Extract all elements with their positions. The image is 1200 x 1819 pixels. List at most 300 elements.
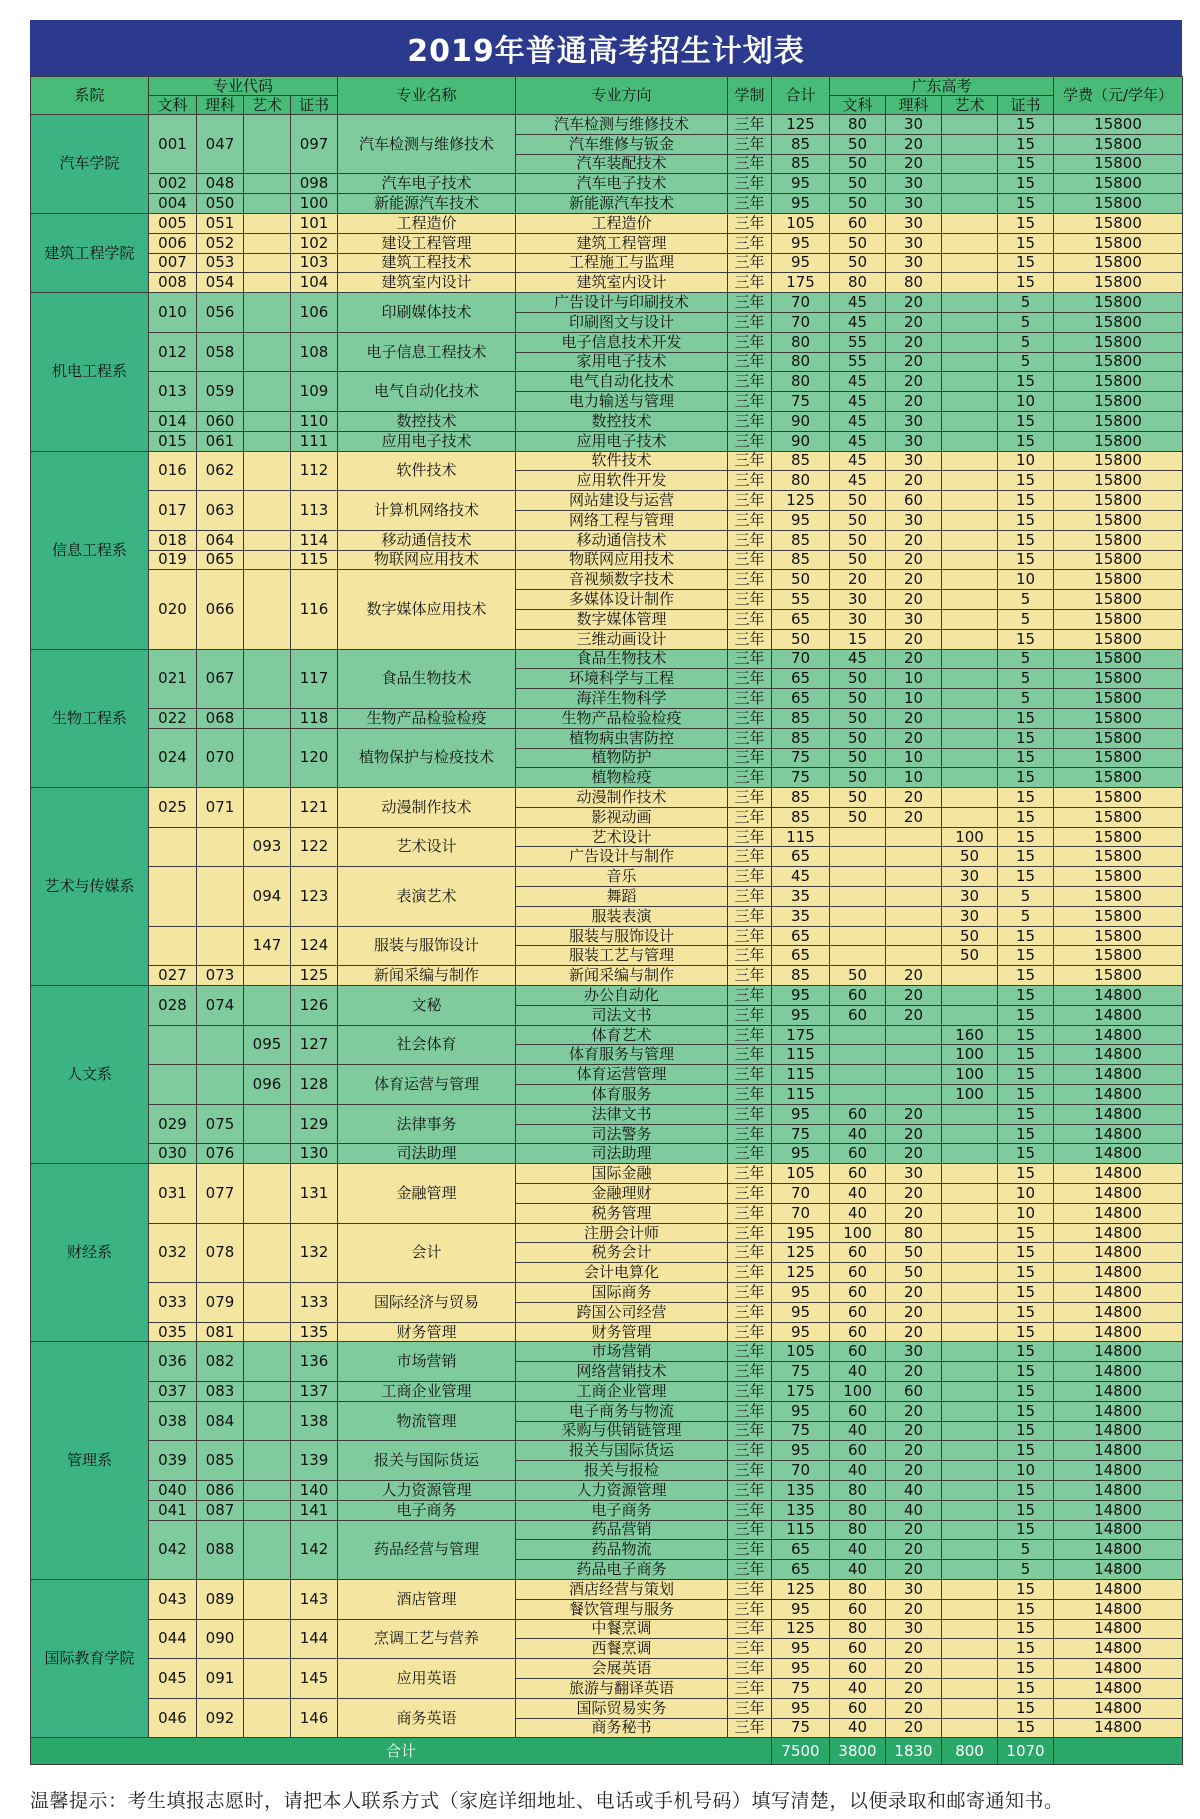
gd-cert-cell: 15 xyxy=(998,1144,1054,1164)
gd-wen-cell: 60 xyxy=(830,1104,886,1124)
direction-cell: 体育艺术 xyxy=(516,1025,728,1045)
gd-cert-cell: 15 xyxy=(998,273,1054,293)
total-cell: 95 xyxy=(772,1401,830,1421)
gd-li-cell: 20 xyxy=(886,1659,942,1679)
gd-cert-cell: 10 xyxy=(998,392,1054,412)
code-yi-cell xyxy=(244,1322,291,1342)
gd-yi-cell xyxy=(942,669,998,689)
gd-li-cell: 30 xyxy=(886,115,942,135)
gd-yi-cell: 100 xyxy=(942,1085,998,1105)
major-cell: 物联网应用技术 xyxy=(338,550,516,570)
col-header-gd-li: 理科 xyxy=(886,96,942,115)
direction-cell: 金融理财 xyxy=(516,1184,728,1204)
major-cell: 司法助理 xyxy=(338,1144,516,1164)
gd-wen-cell: 50 xyxy=(830,134,886,154)
years-cell: 三年 xyxy=(728,1144,772,1164)
gd-li-cell: 40 xyxy=(886,1500,942,1520)
gd-wen-cell: 40 xyxy=(830,1362,886,1382)
table-row xyxy=(31,411,1183,431)
major-cell: 工程造价 xyxy=(338,213,516,233)
totals-gd-cert: 1070 xyxy=(998,1738,1054,1765)
gd-cert-cell: 5 xyxy=(998,1560,1054,1580)
gd-wen-cell: 60 xyxy=(830,1639,886,1659)
table-row xyxy=(31,827,1183,847)
code-li-cell: 071 xyxy=(197,788,244,828)
direction-cell: 汽车电子技术 xyxy=(516,174,728,194)
table-row xyxy=(31,1223,1183,1243)
table-row xyxy=(31,194,1183,214)
code-li-cell: 064 xyxy=(197,530,244,550)
code-wen-cell: 040 xyxy=(149,1480,197,1500)
gd-cert-cell: 15 xyxy=(998,788,1054,808)
gd-li-cell: 20 xyxy=(886,1124,942,1144)
gd-cert-cell: 15 xyxy=(998,708,1054,728)
gd-wen-cell xyxy=(830,847,886,867)
code-cert-cell: 144 xyxy=(291,1619,338,1659)
col-header-code-yi: 艺术 xyxy=(244,96,291,115)
total-cell: 75 xyxy=(772,1124,830,1144)
table-row xyxy=(31,1065,1183,1085)
table-row xyxy=(31,550,1183,570)
total-cell: 95 xyxy=(772,1144,830,1164)
code-cert-cell: 137 xyxy=(291,1382,338,1402)
years-cell: 三年 xyxy=(728,115,772,135)
total-cell: 85 xyxy=(772,530,830,550)
major-cell: 生物产品检验检疫 xyxy=(338,708,516,728)
gd-wen-cell: 50 xyxy=(830,530,886,550)
years-cell: 三年 xyxy=(728,510,772,530)
code-li-cell: 077 xyxy=(197,1164,244,1223)
fee-cell: 15800 xyxy=(1054,966,1183,986)
gd-cert-cell: 5 xyxy=(998,590,1054,610)
gd-wen-cell: 40 xyxy=(830,1124,886,1144)
gd-wen-cell: 50 xyxy=(830,689,886,709)
total-cell: 115 xyxy=(772,1045,830,1065)
gd-cert-cell: 15 xyxy=(998,372,1054,392)
major-cell: 食品生物技术 xyxy=(338,649,516,708)
direction-cell: 市场营销 xyxy=(516,1342,728,1362)
years-cell: 三年 xyxy=(728,332,772,352)
code-yi-cell xyxy=(244,1382,291,1402)
gd-wen-cell: 45 xyxy=(830,411,886,431)
code-wen-cell: 027 xyxy=(149,966,197,986)
years-cell: 三年 xyxy=(728,609,772,629)
years-cell: 三年 xyxy=(728,748,772,768)
gd-li-cell: 20 xyxy=(886,629,942,649)
direction-cell: 法律文书 xyxy=(516,1104,728,1124)
gd-wen-cell: 40 xyxy=(830,1540,886,1560)
gd-yi-cell: 30 xyxy=(942,906,998,926)
table-row xyxy=(31,1104,1183,1124)
code-li-cell xyxy=(197,867,244,926)
years-cell: 三年 xyxy=(728,134,772,154)
direction-cell: 报关与报检 xyxy=(516,1461,728,1481)
gd-wen-cell: 50 xyxy=(830,233,886,253)
totals-gd-yi: 800 xyxy=(942,1738,998,1765)
years-cell: 三年 xyxy=(728,233,772,253)
gd-cert-cell: 15 xyxy=(998,194,1054,214)
code-li-cell: 068 xyxy=(197,708,244,728)
gd-li-cell: 20 xyxy=(886,1599,942,1619)
gd-yi-cell xyxy=(942,194,998,214)
code-wen-cell: 014 xyxy=(149,411,197,431)
code-wen-cell xyxy=(149,1025,197,1065)
total-cell: 175 xyxy=(772,273,830,293)
gd-yi-cell xyxy=(942,253,998,273)
gd-yi-cell xyxy=(942,1342,998,1362)
major-cell: 药品经营与管理 xyxy=(338,1520,516,1579)
code-li-cell: 048 xyxy=(197,174,244,194)
code-li-cell: 067 xyxy=(197,649,244,708)
years-cell: 三年 xyxy=(728,1243,772,1263)
gd-yi-cell xyxy=(942,1441,998,1461)
gd-wen-cell: 80 xyxy=(830,273,886,293)
gd-cert-cell: 15 xyxy=(998,174,1054,194)
gd-li-cell: 20 xyxy=(886,332,942,352)
gd-wen-cell xyxy=(830,946,886,966)
gd-li-cell: 20 xyxy=(886,1441,942,1461)
gd-yi-cell xyxy=(942,1619,998,1639)
gd-li-cell xyxy=(886,847,942,867)
direction-cell: 网络工程与管理 xyxy=(516,510,728,530)
code-yi-cell: 094 xyxy=(244,867,291,926)
total-cell: 70 xyxy=(772,1203,830,1223)
total-cell: 65 xyxy=(772,926,830,946)
code-wen-cell: 031 xyxy=(149,1164,197,1223)
major-cell: 数控技术 xyxy=(338,411,516,431)
code-cert-cell: 121 xyxy=(291,788,338,828)
gd-li-cell: 50 xyxy=(886,1263,942,1283)
gd-cert-cell: 15 xyxy=(998,253,1054,273)
gd-li-cell: 20 xyxy=(886,966,942,986)
gd-cert-cell: 10 xyxy=(998,451,1054,471)
gd-wen-cell: 60 xyxy=(830,1342,886,1362)
code-wen-cell: 039 xyxy=(149,1441,197,1481)
gd-li-cell: 20 xyxy=(886,649,942,669)
years-cell: 三年 xyxy=(728,1065,772,1085)
gd-li-cell xyxy=(886,887,942,907)
major-cell: 应用英语 xyxy=(338,1659,516,1699)
gd-li-cell: 80 xyxy=(886,1223,942,1243)
code-yi-cell xyxy=(244,1659,291,1699)
fee-cell: 14800 xyxy=(1054,1401,1183,1421)
gd-cert-cell: 15 xyxy=(998,213,1054,233)
code-yi-cell xyxy=(244,431,291,451)
code-yi-cell xyxy=(244,233,291,253)
major-cell: 新闻采编与制作 xyxy=(338,966,516,986)
table-row xyxy=(31,213,1183,233)
years-cell: 三年 xyxy=(728,1659,772,1679)
code-yi-cell xyxy=(244,491,291,531)
code-wen-cell: 006 xyxy=(149,233,197,253)
gd-yi-cell xyxy=(942,1005,998,1025)
fee-cell: 14800 xyxy=(1054,1144,1183,1164)
fee-cell: 15800 xyxy=(1054,273,1183,293)
major-cell: 文秘 xyxy=(338,986,516,1026)
gd-wen-cell xyxy=(830,1045,886,1065)
gd-li-cell: 20 xyxy=(886,1639,942,1659)
fee-cell: 14800 xyxy=(1054,1698,1183,1718)
total-cell: 65 xyxy=(772,689,830,709)
fee-cell: 14800 xyxy=(1054,986,1183,1006)
col-header-code-cert: 证书 xyxy=(291,96,338,115)
major-cell: 国际经济与贸易 xyxy=(338,1283,516,1323)
years-cell: 三年 xyxy=(728,966,772,986)
direction-cell: 物联网应用技术 xyxy=(516,550,728,570)
gd-wen-cell: 50 xyxy=(830,669,886,689)
gd-wen-cell xyxy=(830,1065,886,1085)
gd-yi-cell xyxy=(942,134,998,154)
gd-wen-cell: 40 xyxy=(830,1421,886,1441)
direction-cell: 采购与供销链管理 xyxy=(516,1421,728,1441)
code-wen-cell: 021 xyxy=(149,649,197,708)
table-row xyxy=(31,1144,1183,1164)
table-row xyxy=(31,1322,1183,1342)
total-cell: 95 xyxy=(772,1659,830,1679)
total-cell: 90 xyxy=(772,411,830,431)
years-cell: 三年 xyxy=(728,293,772,313)
gd-li-cell: 20 xyxy=(886,1461,942,1481)
years-cell: 三年 xyxy=(728,1005,772,1025)
code-li-cell: 083 xyxy=(197,1382,244,1402)
total-cell: 95 xyxy=(772,174,830,194)
code-li-cell: 092 xyxy=(197,1698,244,1738)
code-wen-cell: 032 xyxy=(149,1223,197,1282)
total-cell: 65 xyxy=(772,1560,830,1580)
code-cert-cell: 133 xyxy=(291,1283,338,1323)
fee-cell: 14800 xyxy=(1054,1540,1183,1560)
total-cell: 85 xyxy=(772,788,830,808)
gd-cert-cell: 15 xyxy=(998,926,1054,946)
gd-li-cell: 30 xyxy=(886,233,942,253)
gd-li-cell: 10 xyxy=(886,748,942,768)
code-li-cell: 051 xyxy=(197,213,244,233)
code-li-cell: 082 xyxy=(197,1342,244,1382)
direction-cell: 国际商务 xyxy=(516,1283,728,1303)
table-row xyxy=(31,966,1183,986)
fee-cell: 14800 xyxy=(1054,1659,1183,1679)
code-cert-cell: 122 xyxy=(291,827,338,867)
code-wen-cell: 037 xyxy=(149,1382,197,1402)
direction-cell: 电子商务 xyxy=(516,1500,728,1520)
direction-cell: 体育服务 xyxy=(516,1085,728,1105)
table-row xyxy=(31,1480,1183,1500)
direction-cell: 数字媒体管理 xyxy=(516,609,728,629)
code-li-cell: 063 xyxy=(197,491,244,531)
gd-li-cell xyxy=(886,1045,942,1065)
gd-wen-cell xyxy=(830,887,886,907)
fee-cell: 15800 xyxy=(1054,293,1183,313)
gd-wen-cell: 60 xyxy=(830,986,886,1006)
code-li-cell: 087 xyxy=(197,1500,244,1520)
gd-cert-cell: 15 xyxy=(998,471,1054,491)
fee-cell: 15800 xyxy=(1054,609,1183,629)
gd-yi-cell xyxy=(942,411,998,431)
code-li-cell: 081 xyxy=(197,1322,244,1342)
fee-cell: 14800 xyxy=(1054,1223,1183,1243)
years-cell: 三年 xyxy=(728,550,772,570)
footer-note: 温馨提示：考生填报志愿时，请把本人联系方式（家庭详细地址、电话或手机号码）填写清楚，以便录取和邮寄通知书。 xyxy=(30,1790,1064,1812)
fee-cell: 14800 xyxy=(1054,1382,1183,1402)
gd-yi-cell xyxy=(942,1164,998,1184)
years-cell: 三年 xyxy=(728,1718,772,1738)
code-wen-cell: 005 xyxy=(149,213,197,233)
gd-yi-cell xyxy=(942,1639,998,1659)
gd-yi-cell xyxy=(942,689,998,709)
years-cell: 三年 xyxy=(728,728,772,748)
fee-cell: 15800 xyxy=(1054,649,1183,669)
gd-yi-cell xyxy=(942,1599,998,1619)
code-yi-cell xyxy=(244,550,291,570)
total-cell: 75 xyxy=(772,748,830,768)
fee-cell: 15800 xyxy=(1054,233,1183,253)
direction-cell: 环境科学与工程 xyxy=(516,669,728,689)
gd-cert-cell: 15 xyxy=(998,1085,1054,1105)
gd-wen-cell xyxy=(830,827,886,847)
code-wen-cell: 036 xyxy=(149,1342,197,1382)
code-wen-cell: 019 xyxy=(149,550,197,570)
fee-cell: 14800 xyxy=(1054,1619,1183,1639)
gd-yi-cell xyxy=(942,1480,998,1500)
code-wen-cell: 017 xyxy=(149,491,197,531)
years-cell: 三年 xyxy=(728,1540,772,1560)
years-cell: 三年 xyxy=(728,1500,772,1520)
major-cell: 人力资源管理 xyxy=(338,1480,516,1500)
gd-cert-cell: 15 xyxy=(998,510,1054,530)
table-row xyxy=(31,649,1183,669)
enrollment-plan-table xyxy=(30,76,1183,1765)
total-cell: 95 xyxy=(772,1005,830,1025)
code-wen-cell: 004 xyxy=(149,194,197,214)
gd-wen-cell: 40 xyxy=(830,1560,886,1580)
gd-cert-cell: 15 xyxy=(998,847,1054,867)
total-cell: 70 xyxy=(772,293,830,313)
fee-cell: 14800 xyxy=(1054,1104,1183,1124)
code-wen-cell: 002 xyxy=(149,174,197,194)
gd-li-cell: 20 xyxy=(886,1203,942,1223)
gd-li-cell xyxy=(886,926,942,946)
total-cell: 80 xyxy=(772,352,830,372)
code-yi-cell xyxy=(244,1342,291,1382)
gd-yi-cell xyxy=(942,1322,998,1342)
gd-wen-cell: 45 xyxy=(830,372,886,392)
gd-wen-cell: 60 xyxy=(830,1322,886,1342)
total-cell: 125 xyxy=(772,491,830,511)
major-cell: 软件技术 xyxy=(338,451,516,491)
years-cell: 三年 xyxy=(728,887,772,907)
code-yi-cell xyxy=(244,174,291,194)
code-yi-cell xyxy=(244,788,291,828)
total-cell: 135 xyxy=(772,1500,830,1520)
years-cell: 三年 xyxy=(728,847,772,867)
direction-cell: 财务管理 xyxy=(516,1322,728,1342)
code-wen-cell: 015 xyxy=(149,431,197,451)
total-cell: 95 xyxy=(772,1698,830,1718)
major-cell: 物流管理 xyxy=(338,1401,516,1441)
gd-cert-cell: 15 xyxy=(998,867,1054,887)
gd-cert-cell: 15 xyxy=(998,115,1054,135)
code-li-cell: 073 xyxy=(197,966,244,986)
gd-cert-cell: 15 xyxy=(998,966,1054,986)
direction-cell: 服装表演 xyxy=(516,906,728,926)
gd-yi-cell xyxy=(942,1362,998,1382)
gd-yi-cell xyxy=(942,1461,998,1481)
fee-cell: 15800 xyxy=(1054,352,1183,372)
years-cell: 三年 xyxy=(728,1461,772,1481)
direction-cell: 软件技术 xyxy=(516,451,728,471)
code-cert-cell: 131 xyxy=(291,1164,338,1223)
table-body xyxy=(31,115,1183,1738)
code-wen-cell: 024 xyxy=(149,728,197,787)
gd-li-cell: 50 xyxy=(886,1243,942,1263)
gd-yi-cell xyxy=(942,510,998,530)
col-header-major: 专业名称 xyxy=(338,77,516,115)
gd-wen-cell: 60 xyxy=(830,1005,886,1025)
gd-cert-cell: 15 xyxy=(998,1124,1054,1144)
col-header-gd-group: 广东高考 xyxy=(830,77,1054,96)
years-cell: 三年 xyxy=(728,1045,772,1065)
gd-wen-cell: 80 xyxy=(830,1520,886,1540)
gd-wen-cell: 60 xyxy=(830,1599,886,1619)
gd-wen-cell: 50 xyxy=(830,807,886,827)
gd-li-cell: 20 xyxy=(886,728,942,748)
gd-wen-cell: 40 xyxy=(830,1678,886,1698)
direction-cell: 生物产品检验检疫 xyxy=(516,708,728,728)
gd-yi-cell: 100 xyxy=(942,1045,998,1065)
code-cert-cell: 125 xyxy=(291,966,338,986)
table-row xyxy=(31,1659,1183,1679)
gd-li-cell: 20 xyxy=(886,312,942,332)
direction-cell: 国际金融 xyxy=(516,1164,728,1184)
code-cert-cell: 108 xyxy=(291,332,338,372)
fee-cell: 14800 xyxy=(1054,1421,1183,1441)
gd-cert-cell: 15 xyxy=(998,530,1054,550)
total-cell: 195 xyxy=(772,1223,830,1243)
table-row xyxy=(31,115,1183,135)
gd-wen-cell: 45 xyxy=(830,649,886,669)
code-yi-cell xyxy=(244,1401,291,1441)
dept-cell: 信息工程系 xyxy=(31,451,149,649)
years-cell: 三年 xyxy=(728,431,772,451)
gd-yi-cell xyxy=(942,1540,998,1560)
dept-cell: 建筑工程学院 xyxy=(31,213,149,292)
direction-cell: 工商企业管理 xyxy=(516,1382,728,1402)
table-row xyxy=(31,867,1183,887)
direction-cell: 新能源汽车技术 xyxy=(516,194,728,214)
code-cert-cell: 114 xyxy=(291,530,338,550)
code-wen-cell: 022 xyxy=(149,708,197,728)
years-cell: 三年 xyxy=(728,649,772,669)
gd-li-cell: 40 xyxy=(886,1480,942,1500)
gd-wen-cell: 15 xyxy=(830,629,886,649)
fee-cell: 14800 xyxy=(1054,1461,1183,1481)
years-cell: 三年 xyxy=(728,1698,772,1718)
code-wen-cell: 030 xyxy=(149,1144,197,1164)
major-cell: 财务管理 xyxy=(338,1322,516,1342)
fee-cell: 14800 xyxy=(1054,1025,1183,1045)
fee-cell: 14800 xyxy=(1054,1520,1183,1540)
gd-li-cell xyxy=(886,1065,942,1085)
gd-cert-cell: 15 xyxy=(998,134,1054,154)
code-cert-cell: 103 xyxy=(291,253,338,273)
direction-cell: 电力输送与管理 xyxy=(516,392,728,412)
gd-cert-cell: 15 xyxy=(998,233,1054,253)
code-wen-cell: 033 xyxy=(149,1283,197,1323)
code-li-cell: 075 xyxy=(197,1104,244,1144)
direction-cell: 司法警务 xyxy=(516,1124,728,1144)
total-cell: 80 xyxy=(772,372,830,392)
major-cell: 法律事务 xyxy=(338,1104,516,1144)
